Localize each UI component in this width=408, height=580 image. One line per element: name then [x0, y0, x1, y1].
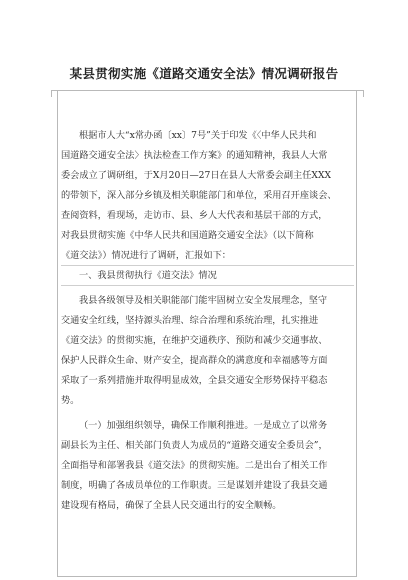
body-line: 查阅资料，看现场，走访市、县、乡人大代表和基层干部的方式， — [61, 210, 328, 221]
body-line: 《道交法》的贯彻实施，在维护交通秩序、预防和减少交通事故、 — [61, 335, 328, 346]
body-line: （一）加强组织领导，确保工作顺利推进。一是成立了以常务 — [79, 420, 328, 431]
frame-corner-mark — [357, 90, 364, 97]
body-line: 制度，明确了各成员单位的工作职责。三是谋划并建设了我县交通 — [61, 480, 328, 491]
section-divider — [61, 285, 354, 286]
body-line: 副县长为主任、相关部门负责人为成员的“道路交通安全委员会”， — [61, 440, 328, 451]
section-divider — [61, 265, 354, 266]
body-line: 势。 — [61, 395, 80, 406]
body-line: 根据市人大“x常办函〔xx〕7号”关于印发《〈中华人民共和 — [79, 130, 317, 141]
body-line: 采取了一系列措施并取得明显成效，全县交通安全形势保持平稳态 — [61, 375, 328, 386]
document-title: 某县贯彻实施《道路交通安全法》情况调研报告 — [69, 66, 339, 81]
section-heading: 一、我县贯彻执行《道交法》情况 — [79, 270, 217, 281]
body-line: 建设现有格局，确保了全县人民交通出行的安全顺畅。 — [61, 500, 282, 511]
body-line: 我县各级领导及相关职能部门能牢固树立安全发展理念，坚守 — [79, 295, 328, 306]
body-line: 交通安全红线，坚持源头治理、综合治理和系统治理，扎实推进 — [61, 315, 319, 326]
body-line: 对我县贯彻实施《中华人民共和国道路交通安全法》（以下简称 — [61, 230, 314, 241]
frame-corner-mark — [51, 90, 58, 97]
body-line: 委会成立了调研组，于X月20日—27日在县人大常委会副主任XXX — [61, 170, 332, 181]
body-line: 保护人民群众生命、财产安全，提高群众的满意度和幸福感等方面 — [61, 355, 328, 366]
body-line: 国道路交通安全法〉执法检查工作方案》的通知精神，我县人大常 — [61, 150, 328, 161]
body-line: 《道交法》）情况进行了调研，汇报如下： — [61, 250, 231, 261]
body-line: 的带领下，深入部分乡镇及相关职能部门和单位，采用召开座谈会、 — [61, 190, 337, 201]
body-line: 全面指导和部署我县《道交法》的贯彻实施。二是出台了相关工作 — [61, 460, 328, 471]
